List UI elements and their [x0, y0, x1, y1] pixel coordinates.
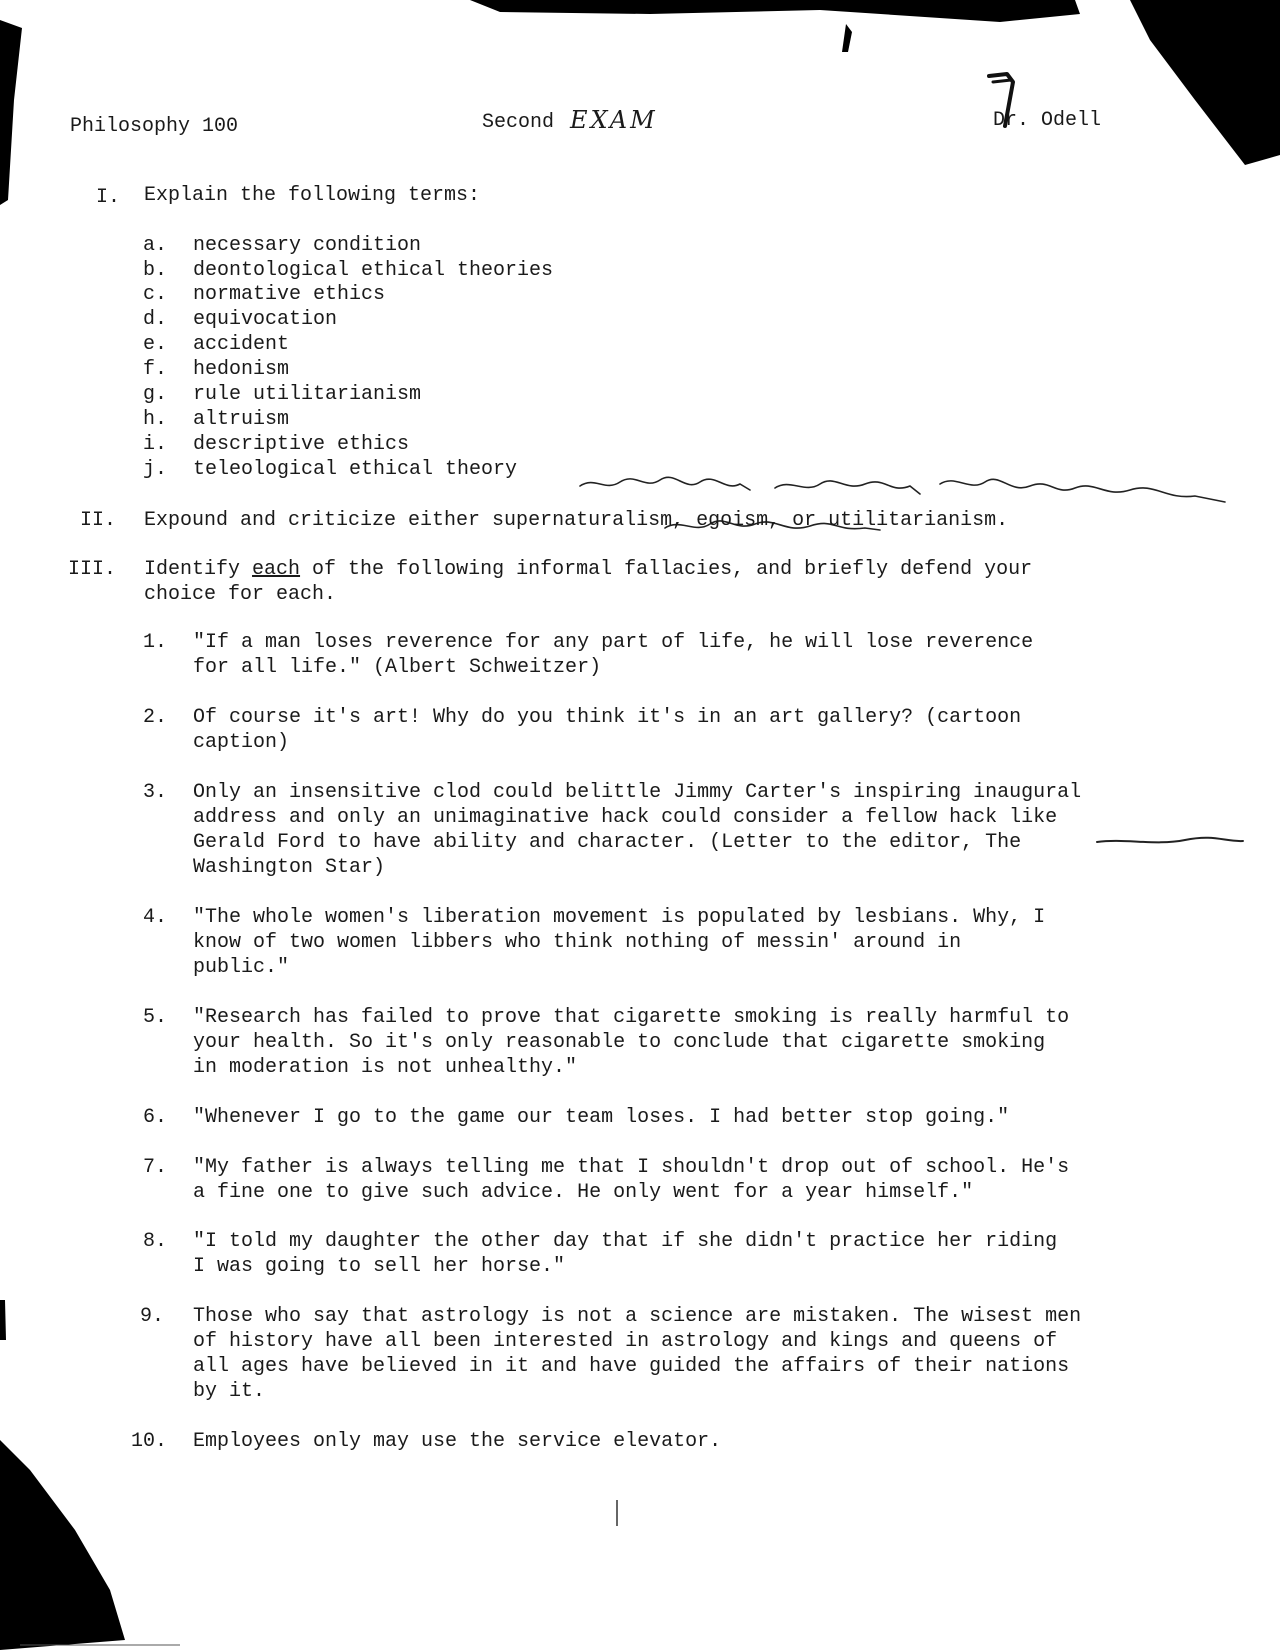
- section-2-prompt: Expound and criticize either supernaturalism, egoism, or utilitarianism.: [144, 509, 1009, 532]
- fallacy-line: "Whenever I go to the game our team loses. I had better stop going.": [193, 1106, 1010, 1129]
- fallacy-line: address and only an unimaginative hack could consider a fellow hack like: [193, 806, 1058, 829]
- exam-title-printed: Second: [482, 111, 555, 134]
- term-letter: h.: [143, 408, 168, 431]
- fallacy-number: 8.: [143, 1230, 168, 1253]
- prompt-emphasis: each: [252, 558, 301, 581]
- term-text: rule utilitarianism: [193, 383, 422, 406]
- course-title: Philosophy 100: [70, 115, 239, 138]
- fallacy-number: 7.: [143, 1156, 168, 1179]
- term-letter: b.: [143, 259, 168, 282]
- term-letter: e.: [143, 333, 168, 356]
- fallacy-line: Of course it's art! Why do you think it's in an art gallery? (cartoon: [193, 706, 1022, 729]
- fallacy-line: "My father is always telling me that I shouldn't drop out of school. He's: [193, 1156, 1070, 1179]
- fallacy-line: by it.: [193, 1380, 266, 1403]
- term-text: hedonism: [193, 358, 290, 381]
- fallacy-line: Those who say that astrology is not a science are mistaken. The wisest men: [193, 1305, 1082, 1328]
- section-3-prompt-line2: choice for each.: [144, 583, 337, 606]
- top-mark: [842, 24, 852, 52]
- term-text: deontological ethical theories: [193, 259, 554, 282]
- left-edge-shadow: [0, 20, 22, 205]
- top-right-corner-shadow: [1130, 0, 1280, 165]
- instructor-name: Dr. Odell: [993, 109, 1102, 132]
- term-letter: c.: [143, 283, 168, 306]
- term-text: descriptive ethics: [193, 433, 410, 456]
- fallacy-line: Employees only may use the service elevator.: [193, 1430, 722, 1453]
- fallacy-line: Gerald Ford to have ability and character. (Letter to the editor, The: [193, 831, 1022, 854]
- fallacy-line: a fine one to give such advice. He only went for a year himself.": [193, 1181, 974, 1204]
- fallacy-number: 5.: [143, 1006, 168, 1029]
- term-letter: a.: [143, 234, 168, 257]
- term-text: equivocation: [193, 308, 338, 331]
- handwritten-seven-mark: [985, 68, 1021, 134]
- fallacy-line: I was going to sell her horse.": [193, 1255, 566, 1278]
- fallacy-line: all ages have believed in it and have guided the affairs of their nations: [193, 1355, 1070, 1378]
- fallacy-line: Only an insensitive clod could belittle Jimmy Carter's inspiring inaugural: [193, 781, 1082, 804]
- term-text: teleological ethical theory: [193, 458, 518, 481]
- fallacy-line: in moderation is not unhealthy.": [193, 1056, 578, 1079]
- term-text: necessary condition: [193, 234, 422, 257]
- prompt-rest: of the following informal fallacies, and briefly defend your: [300, 558, 1033, 581]
- term-text: accident: [193, 333, 290, 356]
- section-3-prompt: [144, 557, 1032, 582]
- fallacy-line: know of two women libbers who think nothing of messin' around in: [193, 931, 962, 954]
- fallacy-number: 6.: [143, 1106, 168, 1129]
- fallacy-line: for all life." (Albert Schweitzer): [193, 656, 602, 679]
- fallacy-line: Washington Star): [193, 856, 386, 879]
- fallacy-line: "I told my daughter the other day that if she didn't practice her riding: [193, 1230, 1058, 1253]
- fallacy-number: 10.: [131, 1430, 168, 1453]
- fallacy-line: "The whole women's liberation movement is populated by lesbians. Why, I: [193, 906, 1046, 929]
- fallacy-line: public.": [193, 956, 290, 979]
- fallacy-number: 9.: [140, 1305, 165, 1328]
- fallacy-number: 4.: [143, 906, 168, 929]
- section-1-numeral: I.: [96, 186, 121, 209]
- left-mark: [0, 1300, 6, 1340]
- term-letter: f.: [143, 358, 168, 381]
- section-2-numeral: II.: [80, 509, 117, 532]
- exam-title-handwritten: EXAM: [570, 106, 658, 134]
- handwritten-margin-line: [1095, 830, 1245, 850]
- term-letter: j.: [143, 458, 168, 481]
- term-text: altruism: [193, 408, 290, 431]
- bottom-left-corner-shadow: [0, 1440, 125, 1650]
- term-letter: g.: [143, 383, 168, 406]
- top-scan-shadow: [470, 0, 1080, 22]
- fallacy-number: 2.: [143, 706, 168, 729]
- fallacy-line: "Research has failed to prove that cigarette smoking is really harmful to: [193, 1006, 1070, 1029]
- fallacy-number: 3.: [143, 781, 168, 804]
- fallacy-line: caption): [193, 731, 290, 754]
- section-1-prompt: Explain the following terms:: [144, 184, 481, 207]
- fallacy-line: of history have all been interested in astrology and kings and queens of: [193, 1330, 1058, 1353]
- term-letter: i.: [143, 433, 168, 456]
- prompt-start: Identify: [144, 558, 253, 581]
- fallacy-line: your health. So it's only reasonable to conclude that cigarette smoking: [193, 1031, 1046, 1054]
- fallacy-number: 1.: [143, 631, 168, 654]
- term-letter: d.: [143, 308, 168, 331]
- term-text: normative ethics: [193, 283, 386, 306]
- section-3-numeral: III.: [68, 558, 117, 581]
- fallacy-line: "If a man loses reverence for any part of life, he will lose reverence: [193, 631, 1034, 654]
